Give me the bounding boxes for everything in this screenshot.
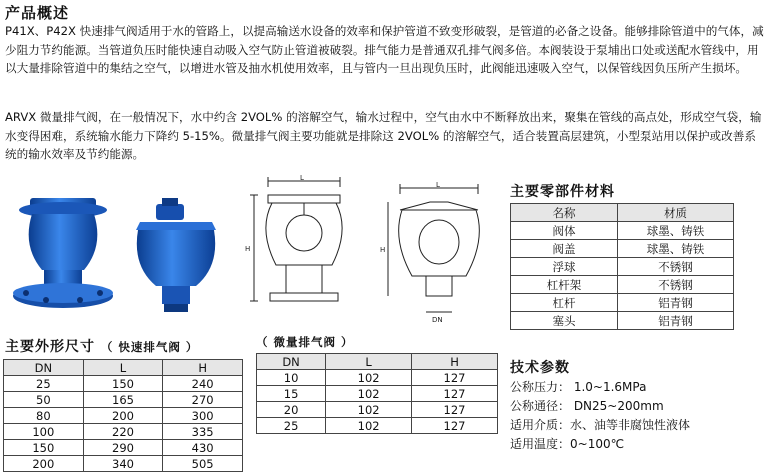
table-row: 50 165 270 (4, 392, 243, 408)
table-row: 25 102 127 (257, 418, 498, 434)
tech-params (510, 378, 690, 454)
tech-line-temperature: 适用温度：0~100℃ (510, 437, 625, 451)
table-row: 阀盖 球墨、铸铁 (511, 240, 734, 258)
table-row: 浮球 不锈钢 (511, 258, 734, 276)
materials-header-name: 名称 (511, 204, 618, 222)
materials-table (510, 203, 734, 330)
tech-line-diameter: 公称通径： DN25~200mm (510, 399, 664, 413)
dim-label-DN: DN (432, 316, 443, 324)
table-row: 150 290 430 (4, 440, 243, 456)
table-row: 阀体 球墨、铸铁 (511, 222, 734, 240)
micro-valve-subtitle: （ 微量排气阀 ） (256, 335, 354, 349)
dim-label-H: H (245, 245, 251, 253)
dim-label-L2: L (436, 181, 440, 189)
table-row: 杠杆 铝青钢 (511, 294, 734, 312)
overview-title: 产品概述 (5, 4, 70, 22)
overview-paragraph-2: ARVX 微量排气阀，在一般情况下，水中约含 2VOL% 的溶解空气，输水过程中，空气由水中不断释放出来，聚集在管线的高点处，形成空气袋，输水变得困难，系统输水能力下降约 5-15%。微量排气阀主要功能就是排除这 2VOL% 的溶解空气，适合装置高层建筑，小型泵站用以保护或改善系统的输水效率及节约能源。 (5, 110, 762, 161)
fast-valve-dimension-table: DN L H 25 150 240 50 165 270 80 200 300 100 220 335 150 290 430 200 340 505 (3, 359, 243, 472)
tech-title: 技术参数 (510, 360, 570, 376)
table-row: 200 340 505 (4, 456, 243, 472)
fast-air-valve-photo (2, 196, 124, 314)
table-row: 20 102 127 (257, 402, 498, 418)
tech-line-medium: 适用介质：水、油等非腐蚀性液体 (510, 418, 691, 432)
micro-valve-section-drawing (378, 180, 500, 330)
table-row: 15 102 127 (257, 386, 498, 402)
table-row: 100 220 335 (4, 424, 243, 440)
dim-label-L: L (300, 175, 304, 182)
fast-valve-subtitle: （ 快速排气阀 ） (100, 340, 199, 354)
table-row: 10 102 127 (257, 370, 498, 386)
dim-label-H2: H (380, 246, 386, 254)
fast-valve-section-drawing (240, 175, 365, 325)
table-row: 25 150 240 (4, 376, 243, 392)
materials-title: 主要零部件材料 (510, 184, 615, 200)
overview-paragraph-1: P41X、P42X 快速排气阀适用于水的管路上，以提高输送水设备的效率和保护管道不致变形破裂，是管道的必备之设备。能够排除管道中的气体，减少阻力节约能源。当管道负压时能快速自动吸入空气防止管道被破裂。排气能力是普通双孔排气阀多倍。本阀装设于泵埔出口处或送配水管线中，用以大量排除管道中的集结之空气，以增进水管及抽水机使用效率，且与管内一旦出现负压时，此阀能迅速吸入空气，以保管线因负压所产生损坏。 (5, 24, 764, 75)
micro-valve-dimension-table: DN L H 10 102 127 15 102 127 20 102 127 25 102 127 (256, 353, 498, 434)
table-row: 塞头 铝青钢 (511, 312, 734, 330)
table-row: 80 200 300 (4, 408, 243, 424)
materials-header-material: 材质 (618, 204, 734, 222)
dimensions-title: 主要外形尺寸 （ 快速排气阀 ） (5, 339, 199, 355)
table-row: 杠杆架 不锈钢 (511, 276, 734, 294)
tech-line-pressure: 公称压力： 1.0~1.6MPa (510, 380, 647, 394)
micro-air-valve-photo (126, 196, 226, 314)
